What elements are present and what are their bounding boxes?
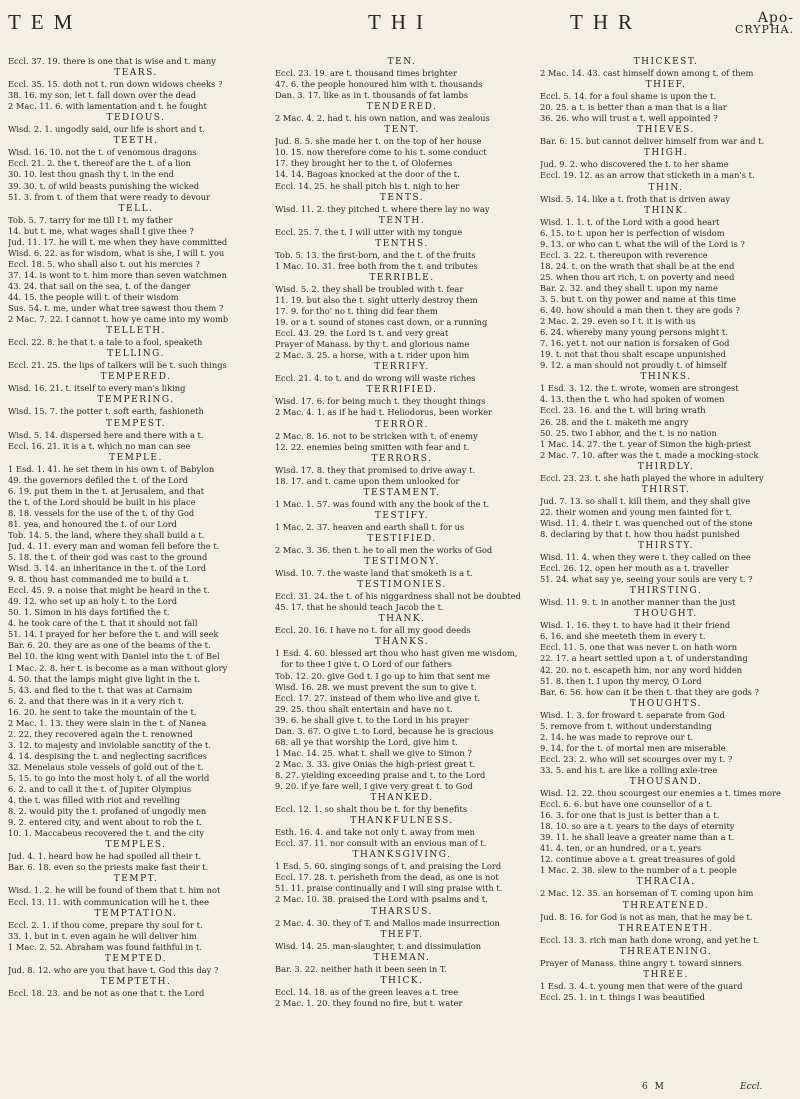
section-marker-line1: Apo-	[757, 10, 794, 26]
entry-line: 1 Esd. 4. 60. blessed art thou who hast given me wisdom, for to thee I give t. O Lord of our fathers	[275, 648, 518, 670]
headword: THOUGHT.	[634, 609, 698, 620]
entry-line: 2 Mac. 4. 1. as if he had t. Heliodorus, been worker	[275, 407, 493, 418]
headword: TEMPEST.	[105, 418, 167, 429]
entry-line: 2 Mac. 2. 29. even so I t. it is with us	[540, 316, 696, 327]
entry-line: 12. 22. enemies being smitten with fear and t.	[275, 441, 470, 452]
entry-line: 6. 2. and to call it the t. of Jupiter Olympius	[8, 784, 192, 795]
entry-line: 6. 15. to t. upon her is perfection of wisdom	[540, 227, 725, 238]
headword: TELLING.	[107, 349, 165, 360]
entry-line: Eccl. 21. 25. the lips of talkers will be t. such things	[8, 360, 227, 371]
entry-line: 8. 27. yielding exceeding praise and t. to the Lord	[275, 769, 486, 780]
entry-line: Eccl. 14. 25. he shall pitch his t. nigh to her	[275, 180, 460, 191]
entry-line: Jud. 4. 11. every man and woman fell before the t.	[8, 541, 220, 552]
entry-line: 2 Mac. 4. 2. had t. his own nation, and was zealous	[275, 113, 490, 124]
header-middle-word: THI	[368, 10, 433, 34]
entry-line: 9. 12. a man should not proudly t. of himself	[540, 360, 727, 371]
entry-line: Wisd. 5. 14. dispersed here and there with a t.	[8, 429, 204, 440]
section-marker-line2: CRYPHA.	[734, 23, 794, 36]
entry-line: Eccl. 23. 23. t. she hath played the whore in adultery	[540, 472, 764, 483]
entry-line: 26. 28. and the t. maketh me angry	[540, 416, 689, 427]
header-left-word: TEM	[8, 10, 83, 34]
entry-line: 36. 26. who will trust a t. well appointed ?	[540, 113, 718, 124]
entry-line: 2 Mac. 3. 33. give Onias the high-priest great t.	[275, 758, 476, 769]
entry-line: 49. the governors defiled the t. of the Lord	[8, 474, 188, 485]
headword: THIRDLY.	[637, 461, 695, 472]
entry-line: 2 Mac. 1. 13. they were slain in the t. of Nanea	[8, 717, 207, 728]
entry-line: Eccl. 23. 19. are t. thousand times brighter	[275, 68, 457, 79]
headword: THREATENING.	[619, 946, 713, 957]
entry-line: 45. 17. that he should teach Jacob the t.	[275, 602, 444, 613]
entry-line: Eccl. 2. 1. if thou come, prepare thy soul for t.	[8, 919, 203, 930]
entry-line: 1 Mac. 1. 57. was found with any the book of the t.	[275, 498, 490, 509]
entry-line: 2. 14. he was made to reprove our t.	[540, 731, 694, 742]
entry-line: Eccl. 6. 6. but have one counsellor of a t.	[540, 799, 713, 810]
entry-line: Bar. 6. 15. but cannot deliver himself from war and t.	[540, 136, 765, 147]
entry-line: 4. he took care of the t. that it should not fall	[8, 618, 198, 629]
headword: THINK.	[644, 205, 688, 216]
entry-line: 25. when thou art rich, t. on poverty and need	[540, 271, 735, 282]
entry-line: Dan. 3. 17. like as in t. thousands of fat lambs	[275, 90, 469, 101]
entry-line: 2 Mac. 7. 22. I cannot t. how ye came into my womb	[8, 314, 229, 325]
entry-line: 50. 1. Simon in his days fortified the t.	[8, 607, 170, 618]
entry-line: Eccl. 17. 28. t. perisheth from the dead, as one is not	[275, 872, 499, 883]
entry-line: Eccl. 22. 8. he that t. a tale to a fool, speaketh	[8, 337, 203, 348]
header-right-word: THR	[570, 10, 642, 34]
entry-line: Prayer of Manass. by thy t. and glorious name	[275, 339, 470, 350]
column-2	[275, 56, 529, 1081]
headword: TERRIBLE.	[369, 272, 435, 283]
entry-line: Eccl. 14. 18. as of the green leaves a t. tree	[275, 986, 459, 997]
headword: THIEVES.	[637, 125, 695, 136]
entry-line: Jud. 8. 5. she made her t. on the top of her house	[275, 136, 482, 147]
entry-line: 1 Mac. 10. 31. free both from the t. and tributes	[275, 260, 478, 271]
entry-line: Wisd. 12. 22. thou scourgest our enemies a t. times more	[540, 788, 781, 799]
column-3	[540, 56, 792, 1081]
entry-line: 2 Mac. 14. 43. cast himself down among t. of them	[540, 68, 754, 79]
entry-line: Eccl. 37. 11. nor consult with an envious man of t.	[275, 838, 487, 849]
headword: TENT.	[384, 125, 420, 136]
entry-line: the t. of the Lord should be built in his place	[8, 496, 196, 507]
entry-line: 4. 13. then the t. who had spoken of women	[540, 394, 725, 405]
entry-line: Jud. 7. 13. so shall t. kill them, and they shall give	[540, 495, 751, 506]
entry-line: 1 Mac. 2. 37. heaven and earth shall t. for us	[275, 521, 465, 532]
running-header	[0, 6, 800, 46]
entry-line: Dan. 3. 67. O give t. to Lord, because he is gracious	[275, 725, 494, 736]
entry-line: Wisd. 1. 1. t. of the Lord with a good heart	[540, 216, 720, 227]
entry-line: Eccl. 19. 12. as an arrow that sticketh in a man's t.	[540, 170, 755, 181]
headword: THIEF.	[645, 80, 687, 91]
entry-line: 16. 3. for one that is just is better than a t.	[540, 810, 720, 821]
headword: TELLETH.	[106, 326, 166, 337]
entry-line: 9. 13. or who can t. what the will of the Lord is ?	[540, 238, 745, 249]
entry-line: Wisd. 11. 4. when they were t. they called on thee	[540, 552, 751, 563]
entry-line: 3. 12. to majesty and inviolable sanctity of the t.	[8, 739, 211, 750]
entry-line: 30. 10. lest thou gnash thy t. in the end	[8, 169, 174, 180]
headword: TESTIFY.	[374, 510, 430, 521]
entry-line: Jud. 8. 16. for God is not as man, that he may be t.	[540, 911, 753, 922]
entry-line: Tob. 5. 7. tarry for me till I t. my father	[8, 214, 173, 225]
entry-line: 19. t. not that thou shalt escape unpunished	[540, 349, 726, 360]
headword: TESTIFIED.	[367, 533, 437, 544]
entry-line: 51. 24. what say ye, seeing your souls are very t. ?	[540, 574, 753, 585]
entry-line: Jud. 8. 12. who are you that have t. God this day ?	[8, 964, 219, 975]
headword: TENTHS.	[375, 238, 429, 249]
entry-line: 5. 15. to go into the most holy t. of all the world	[8, 773, 210, 783]
headword: THARSUS.	[371, 906, 433, 917]
headword: TESTIMONY.	[364, 557, 440, 568]
entry-line: Eccl. 20. 16. I have no t. for all my good deeds	[275, 625, 471, 636]
entry-line: 9. 2. entered city, and went about to rob the t.	[8, 817, 203, 828]
entry-line: Eccl. 18. 5. who shall also t. out his mercies ?	[8, 258, 200, 269]
catchword: Eccl.	[740, 1082, 763, 1092]
entry-line: 9. 14. for the t. of mortal men are miserable	[540, 742, 726, 753]
headword: TEMPT.	[113, 874, 159, 885]
entry-line: 39. 30. t. of wild beasts punishing the wicked	[8, 180, 200, 191]
entry-line: 18. 17. and t. came upon them unlooked for	[275, 475, 460, 486]
headword: TEMPLE.	[109, 452, 163, 463]
headword: THIRSTING.	[629, 586, 703, 597]
entry-line: Tob. 5. 13. the first-born, and the t. of the fruits	[275, 249, 476, 260]
entry-line: 17. 9. for tho' no t. thing did fear them	[275, 306, 438, 317]
entry-line: 37. 14. is wont to t. him more than seven watchmen	[8, 269, 227, 280]
entry-line: Wisd. 17. 6. for being much t. they thought things	[275, 396, 486, 407]
entry-line: 2 Mac. 12. 35. an horseman of T. coming upon him	[540, 888, 754, 899]
entry-line: 68. all ye that worship the Lord, give him t.	[275, 736, 458, 747]
entry-line: 32. Menelaus stole vessels of gold out of the t.	[8, 761, 204, 772]
entry-line: 38. 16. my son, let t. fall down over the dead	[8, 90, 197, 101]
entry-line: Wisd. 10. 7. the waste land that smoketh is a t.	[275, 568, 473, 579]
entry-line: 2 Mac. 4. 30. they of T. and Mallos made insurrection	[275, 917, 500, 928]
entry-line: 8. 2. would pity the t. profaned of ungodly men	[8, 806, 207, 817]
column-1	[8, 56, 264, 1081]
entry-line: Wisd. 16. 21. t. itself to every man's liking	[8, 383, 186, 394]
entry-line: Sus. 54. t. me, under what tree sawest thou them ?	[8, 303, 224, 314]
entry-line: 5. remove from t. without understanding	[540, 720, 712, 731]
entry-line: Eccl. 21. 2. the t. thereof are the t. of a lion	[8, 158, 191, 169]
entry-line: 6. 19. put them in the t. at Jerusalem, and that	[8, 485, 205, 496]
entry-line: Jud. 9. 2. who discovered the t. to her shame	[540, 159, 729, 170]
entry-line: Eccl. 21. 4. to t. and do wrong will waste riches	[275, 373, 476, 384]
entry-line: Wisd. 1. 2. he will be found of them that t. him not	[8, 885, 221, 896]
entry-line: 43. 24. that sail on the sea, t. of the danger	[8, 280, 191, 291]
headword: THANKFULNESS.	[350, 816, 454, 827]
entry-line: Prayer of Manass. thine angry t. toward sinners	[540, 957, 742, 968]
entry-line: 44. 15. the people will t. of their wisdom	[8, 291, 179, 302]
entry-line: Eccl. 23. 2. who will set scourges over my t. ?	[540, 753, 733, 764]
entry-line: 50. 25. two I abhor, and the t. is no nation	[540, 427, 717, 438]
entry-line: 5. 43. and fled to the t. that was at Carnaim	[8, 684, 193, 695]
entry-line: Eccl. 26. 12. open her mouth as a t. traveller	[540, 563, 729, 574]
entry-line: Wisd. 15. 7. the potter t. soft earth, fashioneth	[8, 406, 204, 417]
entry-line: 1 Mac. 14. 27. the t. year of Simon the high-priest	[540, 438, 751, 449]
headword: TEMPTETH.	[100, 976, 172, 987]
headword: THEMAN.	[373, 952, 431, 963]
entry-line: 3. 5. but t. on thy power and name at this time	[540, 293, 737, 304]
headword: THREATENED.	[622, 900, 710, 911]
entry-line: 20. 25. a t. is better than a man that is a liar	[540, 102, 727, 113]
entry-line: Eccl. 5. 14. for a foul shame is upon the t.	[540, 91, 716, 102]
headword: TEETH.	[113, 136, 159, 147]
headword: THOUGHTS.	[629, 698, 703, 709]
entry-line: 2 Mac. 1. 20. they found no fire, but t. water	[275, 997, 463, 1008]
headword: TERRORS.	[371, 453, 433, 464]
headword: THOUSAND.	[629, 777, 703, 787]
entry-line: 39. 11. he shall leave a greater name than a t.	[540, 832, 735, 843]
entry-line: Wisd. 3. 14. an inheritance in the t. of the Lord	[8, 563, 207, 574]
headword: TENDERED.	[366, 102, 438, 113]
entry-line: Eccl. 37. 19. there is one that is wise and t. many	[8, 56, 216, 66]
entry-line: 29. 25. thou shalt entertain and have no t.	[275, 703, 453, 714]
entry-line: Eccl. 25. 7. the t. I will utter with my tongue	[275, 226, 463, 237]
entry-line: 4. 14. despising the t. and neglecting sacrifices	[8, 750, 207, 761]
headword: THIGH.	[643, 148, 689, 159]
entry-line: Eccl. 45. 9. a noise that might be heard in the t.	[8, 585, 210, 596]
entry-line: Wisd. 17. 8. they that promised to drive away t.	[275, 464, 476, 475]
entry-line: Wisd. 1. 3. for froward t. separate from God	[540, 709, 725, 720]
entry-line: 51. 3. from t. of them that were ready to devour	[8, 191, 211, 202]
entry-line: Wisd. 16. 28. we must prevent the sun to give t.	[275, 681, 477, 692]
entry-line: 11. 19. but also the t. sight utterly destroy them	[275, 294, 478, 305]
entry-line: 6. 24. whereby many young persons might t.	[540, 327, 728, 338]
entry-line: 2 Mac. 10. 38. praised the Lord with psalms and t.	[275, 894, 488, 905]
headword: THANKED.	[370, 793, 434, 804]
entry-line: Wisd. 14. 25. man-slaughter, t. and dissimulation	[275, 940, 482, 951]
entry-line: 7. 16. yet t. not our nation is forsaken of God	[540, 338, 730, 349]
entry-line: Eccl. 11. 5. one that was never t. on hath worn	[540, 642, 738, 653]
headword: THANKSGIVING.	[352, 850, 452, 861]
headword: TEMPTED.	[104, 953, 168, 964]
entry-line: Eccl. 3. 22. t. thereupon with reverence	[540, 249, 708, 260]
entry-line: 42. 20. no t. escapeth him, nor any word hidden	[540, 664, 743, 675]
entry-line: 49. 12. who set up an holy t. to the Lord	[8, 596, 178, 607]
headword: TEMPERED.	[100, 372, 172, 383]
entry-line: Wisd. 5. 14. like a t. froth that is driven away	[540, 193, 731, 204]
headword: TELL.	[118, 203, 154, 214]
entry-line: Eccl. 12. 1. so shalt thou be t. for thy benefits	[275, 804, 468, 815]
entry-line: 1 Mac. 2. 52. Abraham was found faithful in t.	[8, 941, 202, 952]
headword: TEDIOUS.	[106, 113, 166, 124]
entry-line: 4. 50. that the lamps might give light in the t.	[8, 673, 200, 684]
headword: THANK.	[378, 614, 426, 625]
entry-line: Jud. 11. 17. he will t. me when they have committed	[8, 236, 228, 247]
entry-line: 51. 8. then t. I upon thy mercy, O Lord	[540, 675, 702, 686]
entry-line: 1 Esd. 5. 60. singing songs of t. and praising the Lord	[275, 861, 502, 872]
headword: THANKS.	[374, 637, 430, 648]
entry-line: Eccl. 17. 27. instead of them who live and give t.	[275, 692, 481, 703]
entry-line: Eccl. 43. 29. the Lord is t. and very great	[275, 328, 449, 339]
entry-line: 33. 1. but in t. even again he will deliver him	[8, 930, 197, 941]
headword: TEMPLES.	[105, 840, 167, 851]
headword: THIN.	[648, 182, 684, 193]
entry-line: 6. 40. how should a man then t. they are gods ?	[540, 305, 740, 316]
entry-line: Eccl. 25. 1. in t. things I was beautified	[540, 991, 705, 1002]
entry-line: 22. 17. a heart settled upon a t. of understanding	[540, 653, 748, 664]
entry-line: Eccl. 13. 3. rich man hath done wrong, and yet he t.	[540, 934, 760, 945]
entry-line: Bar. 6. 18. even so the priests make fast their t.	[8, 862, 209, 873]
entry-line: 2 Mac. 8. 16. not to be stricken with t. of enemy	[275, 430, 478, 441]
headword: THREATENETH.	[618, 923, 714, 934]
headword: THREE.	[643, 969, 689, 980]
entry-line: 17. they brought her to the t. of Olofernes	[275, 158, 453, 169]
entry-line: Jud. 4. 1. heard how he had spoiled all their t.	[8, 851, 202, 862]
entry-line: Eccl. 23. 16. and the t. will bring wrath	[540, 405, 706, 416]
entry-line: 6. 16. and she meeteth them in every t.	[540, 631, 706, 642]
entry-line: Esth. 16. 4. and take not only t. away from men	[275, 827, 475, 838]
entry-line: Bar. 2. 32. and they shall t. upon my name	[540, 282, 718, 293]
entry-line: 10. 1. Maccabeus recovered the t. and the city	[8, 828, 205, 839]
entry-line: 2 Mac. 7. 10. after was the t. made a mocking-stock	[540, 449, 759, 460]
entry-line: Bar. 6. 20. they are as one of the beams of the t.	[8, 640, 211, 651]
entry-line: 39. 6. he shall give t. to the Lord in his prayer	[275, 714, 469, 725]
entry-line: Eccl. 35. 15. doth not t. run down widows cheeks ?	[8, 79, 223, 90]
headword: TENTS.	[379, 192, 425, 203]
entry-line: 1 Mac. 14. 25. what t. shall we give to Simon ?	[275, 747, 472, 758]
entry-line: Eccl. 16. 21. it is a t. which no man can see	[8, 440, 191, 451]
entry-line: Wisd. 11. 9. t. in another manner than the just	[540, 597, 736, 608]
section-marker	[735, 12, 794, 36]
entry-line: 81. yea, and honoured the t. of our Lord	[8, 518, 177, 529]
headword: TERRIFY.	[374, 362, 430, 373]
entry-line: Bel 10. the king went with Daniel into the t. of Bel	[8, 651, 220, 662]
entry-line: Eccl. 13. 11. with communication will he t. thee	[8, 896, 209, 907]
entry-line: 14. but t. me, what wages shall I give thee ?	[8, 225, 194, 236]
headword: TERRIFIED.	[366, 385, 438, 396]
headword: THINKS.	[640, 372, 692, 383]
entry-line: 12. continue above a t. great treasures of gold	[540, 854, 736, 865]
entry-line: 1 Mac. 2. 8. her t. is become as a man without glory	[8, 662, 228, 673]
entry-line: 19. or a t. sound of stones cast down, or a running	[275, 317, 488, 328]
entry-line: 41. 4. ten, or an hundred, or a t. years	[540, 843, 702, 854]
headword: TEN.	[387, 57, 417, 67]
entry-line: 51. 14. I prayed for her before the t. and will seek	[8, 629, 219, 640]
entry-line: 8. 18. vessels for the use of the t. of thy God	[8, 507, 195, 518]
entry-line: 16. 20. he sent to take the mountain of the t.	[8, 706, 197, 717]
entry-line: 6. 2. and that there was in it a very rich t.	[8, 695, 184, 706]
headword: TENTH.	[378, 215, 426, 226]
headword: TESTIMONIES.	[357, 580, 447, 591]
entry-line: 9. 8. thou hast commanded me to build a t.	[8, 574, 189, 585]
entry-line: 4. the t. was filled with riot and revelling	[8, 795, 181, 806]
entry-line: 8. declaring by that t. how thou hadst punished	[540, 528, 740, 539]
entry-line: 2. 22. they recovered again the t. renowned	[8, 728, 193, 739]
headword: THEFT.	[380, 929, 424, 940]
headword: THRACIA.	[636, 877, 696, 888]
entry-line: Wisd. 11. 4. their t. was quenched out of the stone	[540, 517, 753, 528]
headword: THICK.	[380, 975, 424, 986]
entry-line: Eccl. 31. 24. the t. of his niggardness shall not be doubted	[275, 591, 521, 602]
entry-line: 2 Mac. 3. 25. a horse, with a t. rider upon him	[275, 350, 470, 361]
entry-line: 18. 10. so are a t. years to the days of eternity	[540, 821, 735, 832]
entry-line: 10. 15. now therefore come to his t. some conduct	[275, 147, 487, 158]
headword: TESTAMENT.	[363, 487, 441, 498]
entry-line: 33. 5. and his t. are like a rolling axle-tree	[540, 764, 718, 775]
headword: THIRST.	[641, 484, 691, 495]
entry-line: Wisd. 5. 2. they shall be troubled with t. fear	[275, 283, 464, 294]
entry-line: 18. 24. t. on the wrath that shall be at the end	[540, 260, 735, 271]
entry-line: 14. 14. Bagoas knocked at the door of the t.	[275, 169, 460, 180]
entry-line: 2 Mac. 11. 6. with lamentation and t. he fought	[8, 101, 207, 112]
entry-line: 47. 6. the people honoured him with t. thousands	[275, 79, 483, 90]
entry-line: Bar. 3. 22. neither hath it been seen in T.	[275, 963, 447, 974]
entry-line: Tob. 14. 5. the land, where they shall build a t.	[8, 529, 205, 540]
entry-line: Wisd. 1. 16. they t. to have had it their friend	[540, 620, 731, 631]
entry-line: Wisd. 6. 22. as for wisdom, what is she, I will t. you	[8, 247, 225, 258]
headword: TEMPTATION.	[94, 908, 178, 919]
signature-mark: 6 M	[642, 1082, 666, 1092]
entry-line: Wisd. 16. 10. not the t. of venomous dragons	[8, 147, 197, 158]
entry-line: Wisd. 2. 1. ungodly said, our life is short and t.	[8, 124, 205, 135]
headword: THICKEST.	[633, 57, 699, 67]
entry-line: 5. 18. the t. of their god was cast to the ground	[8, 552, 208, 563]
entry-line: 1 Esd. 3. 12. the t. wrote, women are strongest	[540, 383, 739, 394]
entry-line: 2 Mac. 3. 36. then t. he to all men the works of God	[275, 545, 493, 556]
entry-line: Tob. 12. 20. give God t. I go up to him that sent me	[275, 670, 490, 681]
entry-line: 9. 20. if ye fare well, I give very great t. to God	[275, 781, 473, 791]
entry-line: 22. their women and young men fainted for t.	[540, 506, 732, 517]
entry-line: Eccl. 18. 23. and be not as one that t. the Lord	[8, 987, 205, 998]
entry-line: Wisd. 11. 2. they pitched t. where there lay no way	[275, 203, 490, 214]
entry-line: 1 Esd. 1. 41. he set them in his own t. of Babylon	[8, 463, 215, 474]
headword: TEARS.	[114, 68, 158, 79]
headword: TERROR.	[375, 419, 429, 430]
entry-line: 1 Esd. 3. 4. t. young men that were of the guard	[540, 980, 743, 991]
entry-line: 51. 11. praise continually and I will sing praise with t.	[275, 883, 503, 894]
headword: THIRSTY.	[638, 541, 694, 552]
headword: TEMPERING.	[97, 395, 175, 406]
entry-line: 1 Mac. 2. 38. slew to the number of a t. people	[540, 865, 737, 876]
entry-line: Bar. 6. 56. how can it be then t. that they are gods ?	[540, 686, 760, 697]
